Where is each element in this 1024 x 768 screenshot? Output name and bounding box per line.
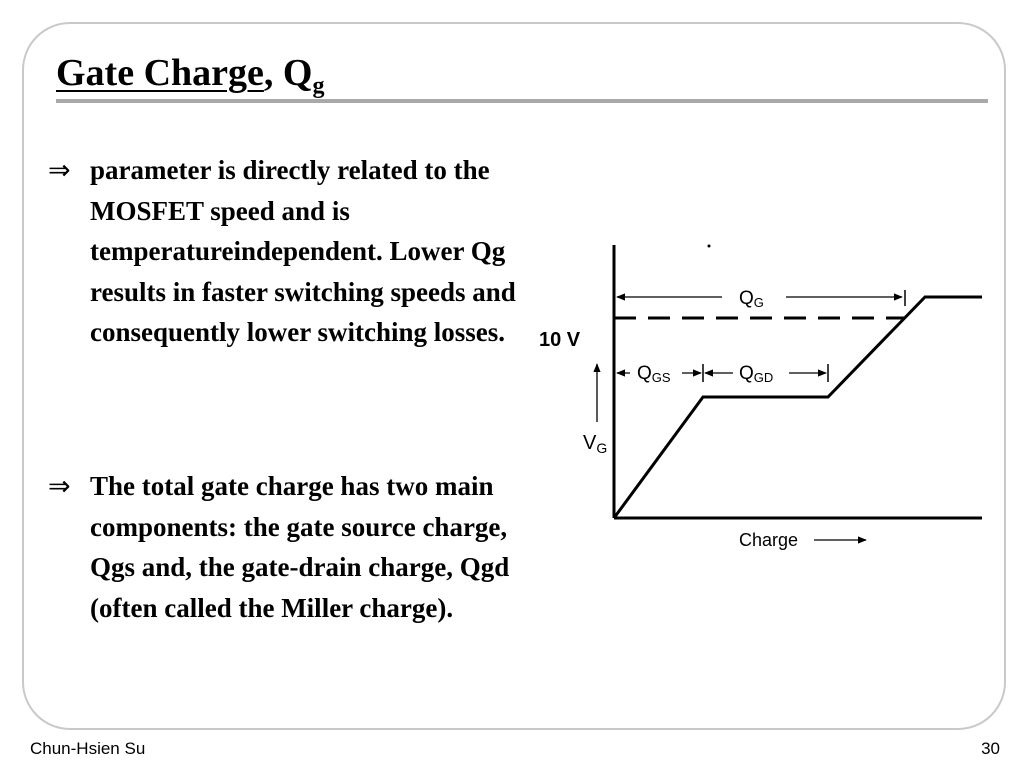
slide-title <box>56 48 324 98</box>
double-arrow-icon: ⇒ <box>48 471 71 501</box>
title-divider <box>56 99 988 103</box>
bullet-text: The total gate charge has two main components: the gate source charge, Qgs and, the gate-drain charge, Qgd (often called the Miller charge). <box>90 471 510 623</box>
qgd-label: QGD <box>739 363 774 385</box>
gate-voltage-curve <box>614 297 982 518</box>
footer-author: Chun-Hsien Su <box>30 739 146 758</box>
gate-charge-diagram <box>530 232 990 562</box>
double-arrow-icon: ⇒ <box>48 155 71 185</box>
title-main: Gate Charge <box>56 52 264 94</box>
title-subscript: g <box>312 73 325 99</box>
ten-volt-label: 10 V <box>539 329 581 351</box>
qgs-label: QGS <box>637 363 671 385</box>
bullet-item <box>48 466 538 628</box>
vg-label: $V_G$ <box>583 432 608 456</box>
charge-label: Charge <box>739 530 799 550</box>
qg-label: QG <box>739 288 764 310</box>
stray-dot <box>708 245 711 248</box>
page-number: 30 <box>981 739 1000 758</box>
title-rest: , Q <box>263 52 313 94</box>
bullet-text: parameter is directly related to the MOSFET speed and is temperatureindependent. Lower Qg results in faster switching speeds and consequently lower switching losses. <box>90 155 516 347</box>
bullet-item <box>48 150 538 353</box>
